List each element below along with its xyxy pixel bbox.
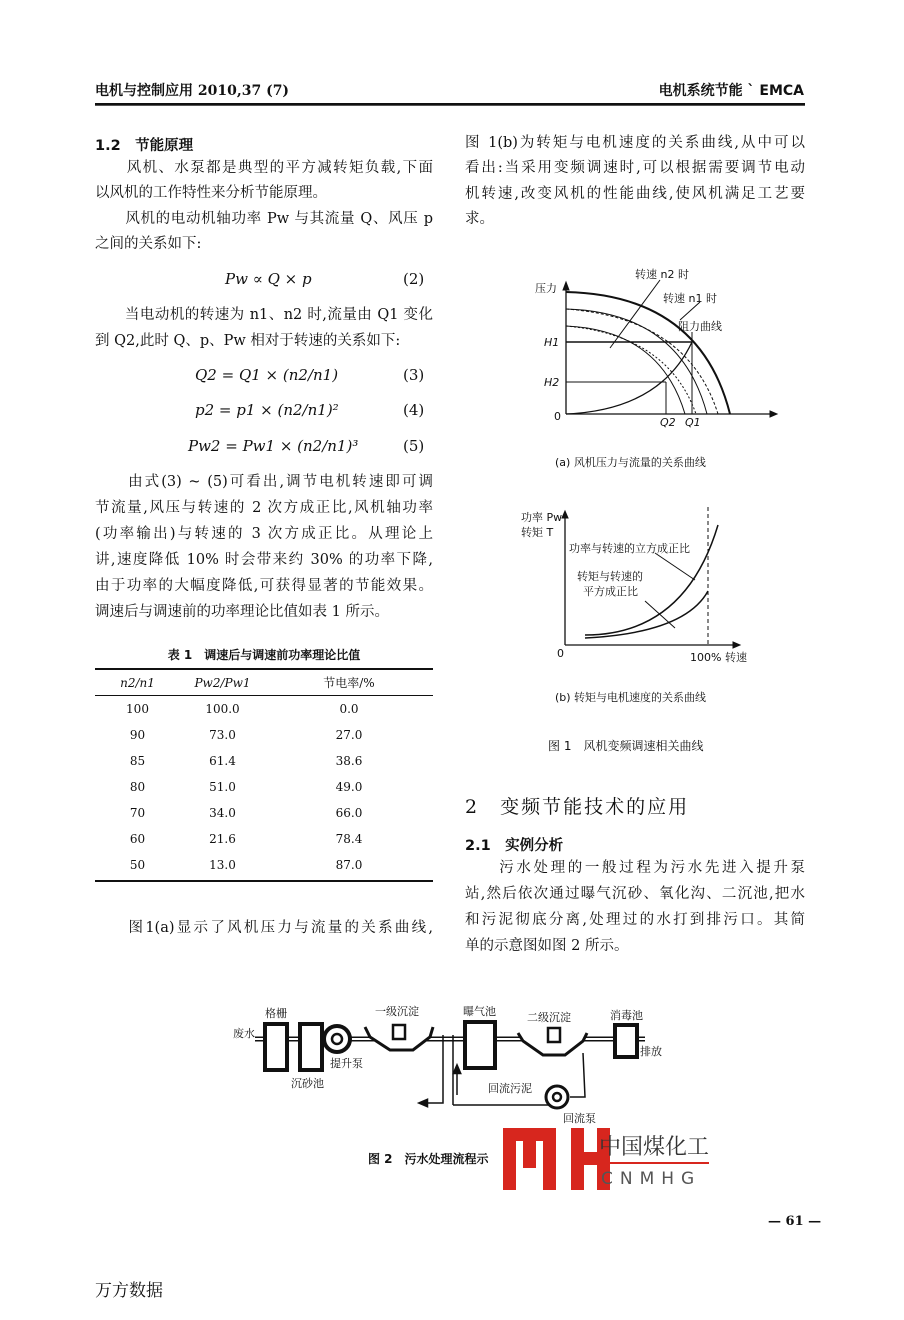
column-header: Pw2/Pw1 xyxy=(194,675,251,690)
section-2-1-heading: 2.1 实例分析 xyxy=(465,838,564,854)
h2-label: H2 xyxy=(544,376,560,389)
section-header: 电机系统节能 ` EMCA xyxy=(658,83,804,99)
watermark-logo xyxy=(503,1128,713,1190)
figure-2-process-flow xyxy=(225,995,725,1130)
text-line: 图1(a)显示了风机压力与流量的关系曲线, xyxy=(95,920,433,936)
q1-label: Q1 xyxy=(685,416,701,429)
table-header-row xyxy=(95,670,433,696)
equation-2: Pw ∝ Q × p xyxy=(225,270,312,288)
table-cell: 0.0 xyxy=(339,702,359,716)
label-disinfection-tank: 消毒池 xyxy=(610,1009,643,1022)
label-wastewater: 废水 xyxy=(233,1027,255,1040)
h1-label: H1 xyxy=(544,336,560,349)
text-line: 和污泥彻底分离,处理过的水打到排污口。其简 xyxy=(465,912,805,928)
section-2-heading: 2 变频节能技术的应用 xyxy=(465,796,690,818)
text-line: 站,然后依次通过曝气沉砂、氧化沟、二沉池,把水 xyxy=(465,886,805,902)
table-cell: 70 xyxy=(129,806,146,820)
table-cell: 73.0 xyxy=(209,728,236,742)
equation-5: Pw2 = Pw1 × (n2/n1)³ xyxy=(188,437,359,455)
table-cell: 90 xyxy=(129,728,146,742)
table-row xyxy=(95,696,433,722)
table-cell: 38.6 xyxy=(335,754,363,768)
equation-number: (5) xyxy=(403,437,425,455)
table-cell: 85 xyxy=(129,754,146,768)
table-row xyxy=(95,722,433,748)
watermark-en: CNMHG xyxy=(601,1169,702,1189)
text-line: 以风机的工作特性来分析节能原理。 xyxy=(95,185,327,201)
y-axis-label-torque: 转矩 T xyxy=(521,526,554,539)
y-axis-label: 压力 xyxy=(535,282,557,295)
label-return-pump: 回流泵 xyxy=(563,1112,596,1125)
figure-1a-pressure-flow xyxy=(520,260,820,430)
text-line: (功率输出)与转速的 3 次方成正比。从理论上 xyxy=(95,526,433,542)
table-cell: 50 xyxy=(129,858,146,872)
figure-1a-caption: (a) 风机压力与流量的关系曲线 xyxy=(555,456,706,469)
text-line: 到 Q2,此时 Q、p、Pw 相对于转速的关系如下: xyxy=(95,333,401,349)
curve-label-resistance: 阻力曲线 xyxy=(678,320,722,333)
equation-number: (2) xyxy=(403,270,425,288)
page-number: — 61 — xyxy=(768,1214,822,1229)
source-label: 万方数据 xyxy=(95,1281,163,1301)
text-line: 当电动机的转速为 n1、n2 时,流量由 Q1 变化 xyxy=(95,307,433,323)
y-axis-label-power: 功率 Pw xyxy=(521,511,563,524)
square-curve-label-2: 平方成正比 xyxy=(583,585,638,598)
table-cell: 49.0 xyxy=(335,780,363,794)
origin-label: 0 xyxy=(554,410,561,423)
label-return-sludge: 回流污泥 xyxy=(488,1082,532,1095)
curve-label-n2: 转速 n2 时 xyxy=(635,268,689,281)
table-cell: 80 xyxy=(129,780,146,794)
power-ratio-table xyxy=(95,668,433,882)
figure-1b-torque-speed xyxy=(515,505,765,665)
text-line: 机转速,改变风机的性能曲线,使风机满足工艺要 xyxy=(465,186,805,202)
text-line: 风机的电动机轴功率 Pw 与其流量 Q、风压 p xyxy=(95,211,433,227)
label-secondary-settling: 二级沉淀 xyxy=(527,1011,571,1024)
watermark-cn: 中国煤化工 xyxy=(599,1135,710,1160)
table-cell: 100.0 xyxy=(205,702,240,716)
table-cell: 87.0 xyxy=(335,858,363,872)
q2-label: Q2 xyxy=(660,416,676,429)
table-cell: 27.0 xyxy=(335,728,363,742)
column-header: 节电率/% xyxy=(323,676,375,690)
table-row xyxy=(95,774,433,800)
label-lift-pump: 提升泵 xyxy=(330,1057,363,1070)
table-cell: 78.4 xyxy=(335,832,363,846)
table-cell: 61.4 xyxy=(209,754,236,768)
label-grit-tank: 沉砂池 xyxy=(291,1077,324,1090)
text-line: 风机、水泵都是典型的平方减转矩负载,下面 xyxy=(95,160,433,176)
label-grille: 格栅 xyxy=(265,1007,287,1020)
equation-number: (3) xyxy=(403,366,425,384)
table-row xyxy=(95,800,433,826)
equation-3: Q2 = Q1 × (n2/n1) xyxy=(195,366,339,384)
table-cell: 51.0 xyxy=(209,780,236,794)
header-rule xyxy=(95,103,805,106)
equation-4: p2 = p1 × (n2/n1)² xyxy=(195,401,339,419)
origin-label: 0 xyxy=(557,647,564,660)
x-axis-label: 100% 转速 xyxy=(690,651,747,664)
section-1-2-heading: 1.2 节能原理 xyxy=(95,138,194,154)
text-line: 由式(3) ~ (5)可看出,调节电机转速即可调 xyxy=(95,474,433,490)
curve-label-n1: 转速 n1 时 xyxy=(663,292,717,305)
text-line: 调速后与调速前的功率理论比值如表 1 所示。 xyxy=(95,604,389,620)
section-name: 电机系统节能 xyxy=(658,83,743,99)
label-primary-settling: 一级沉淀 xyxy=(375,1005,419,1018)
text-line: 求。 xyxy=(465,211,494,227)
table-cell: 13.0 xyxy=(209,858,236,872)
journal-header: 电机与控制应用 2010,37 (7) xyxy=(95,83,290,99)
square-curve-label-1: 转矩与转速的 xyxy=(577,570,643,583)
equation-number: (4) xyxy=(403,401,425,419)
table-cell: 60 xyxy=(129,832,146,846)
label-discharge: 排放 xyxy=(640,1045,662,1058)
text-line: 单的示意图如图 2 所示。 xyxy=(465,938,629,954)
table-row xyxy=(95,852,433,878)
text-line: 节流量,风压与转速的 2 次方成正比,风机轴功率 xyxy=(95,500,433,516)
text-line: 讲,速度降低 10% 时会带来约 30% 的功率下降, xyxy=(95,552,433,568)
figure-1b-caption: (b) 转矩与电机速度的关系曲线 xyxy=(555,691,707,704)
text-line: 由于功率的大幅度降低,可获得显著的节能效果。 xyxy=(95,578,433,594)
table-cell: 34.0 xyxy=(209,806,236,820)
column-header: n2/n1 xyxy=(120,675,155,690)
figure-1-caption: 图 1 风机变频调速相关曲线 xyxy=(548,739,704,753)
text-line: 图 1(b)为转矩与电机速度的关系曲线,从中可以 xyxy=(465,135,805,151)
table-cell: 21.6 xyxy=(209,832,236,846)
label-aeration-tank: 曝气池 xyxy=(463,1005,496,1018)
table-row xyxy=(95,748,433,774)
table-row xyxy=(95,826,433,852)
figure-2-caption: 图 2 污水处理流程示 xyxy=(368,1152,489,1166)
text-line: 之间的关系如下: xyxy=(95,236,202,252)
table-cell: 100 xyxy=(126,702,149,716)
cube-curve-label: 功率与转速的立方成正比 xyxy=(569,542,690,555)
table-cell: 66.0 xyxy=(335,806,363,820)
table-title: 表 1 调速后与调速前功率理论比值 xyxy=(167,648,361,662)
text-line: 看出:当采用变频调速时,可以根据需要调节电动 xyxy=(465,160,805,176)
brand: EMCA xyxy=(759,83,804,99)
text-line: 污水处理的一般过程为污水先进入提升泵 xyxy=(465,860,805,876)
